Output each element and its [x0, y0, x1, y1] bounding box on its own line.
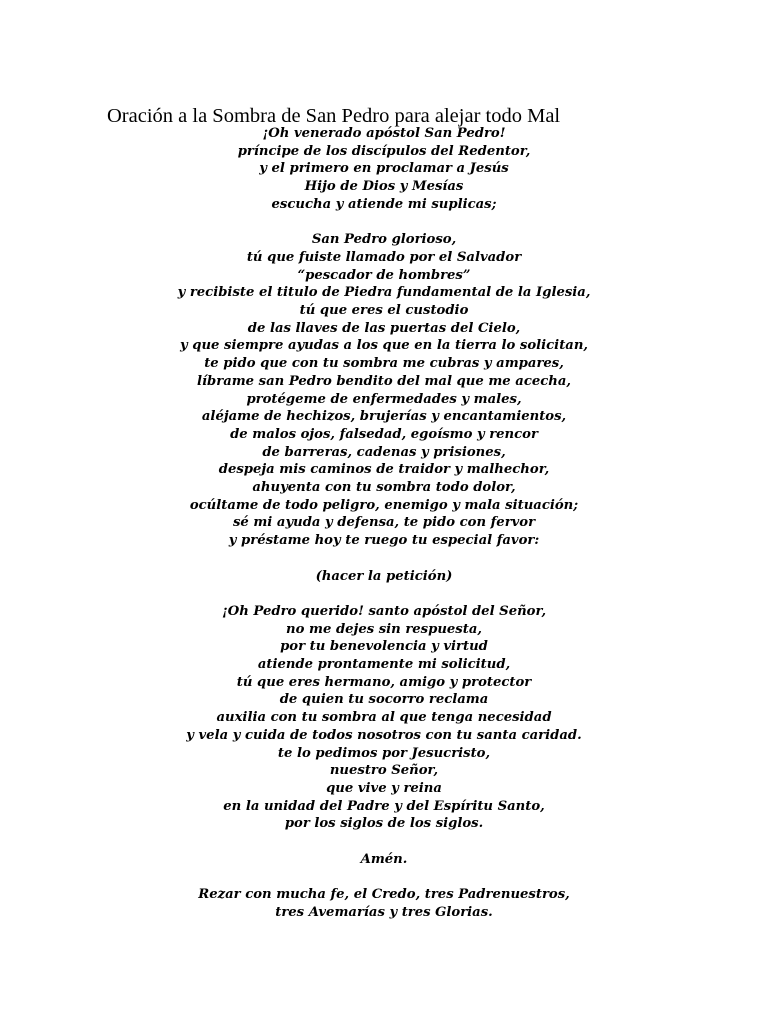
prayer-line: nuestro Señor,	[329, 763, 439, 779]
prayer-line: en la unidad del Padre y del Espíritu Santo,	[223, 798, 545, 814]
stanza-petition	[0, 231, 768, 550]
prayer-line: líbrame san Pedro bendito del mal que me acecha,	[197, 373, 571, 389]
prayer-line: escucha y atiende mi suplicas;	[271, 196, 497, 212]
prayer-line: ¡Oh venerado apóstol San Pedro!	[262, 126, 506, 141]
stanza-request-note	[0, 568, 768, 586]
prayer-line: Amén.	[360, 851, 408, 867]
prayer-line: ¡Oh Pedro querido! santo apóstol del Señor,	[221, 603, 547, 619]
prayer-line: Hijo de Dios y Mesías	[304, 179, 464, 195]
prayer-line: sé mi ayuda y defensa, te pido con fervor	[232, 515, 536, 531]
prayer-line: y el primero en proclamar a Jesús	[259, 161, 509, 177]
prayer-line: despeja mis caminos de traidor y malhechor,	[218, 462, 550, 478]
document-title: Oración a la Sombra de San Pedro para alejar todo Mal	[107, 105, 561, 127]
prayer-line: aléjame de hechizos, brujerías y encantamientos,	[201, 409, 567, 425]
stanza-invocation	[0, 125, 768, 214]
prayer-line: protégeme de enfermedades y males,	[246, 391, 522, 407]
stanza-closing	[0, 603, 768, 833]
prayer-line: y vela y cuida de todos nosotros con tu santa caridad.	[186, 727, 582, 743]
prayer-line: por tu benevolencia y virtud	[280, 639, 488, 655]
prayer-line: príncipe de los discípulos del Redentor,	[237, 143, 531, 159]
prayer-line: de malos ojos, falsedad, egoísmo y rencor	[230, 426, 538, 442]
prayer-line: de barreras, cadenas y prisiones,	[262, 444, 506, 460]
prayer-line: auxilia con tu sombra al que tenga necesidad	[216, 710, 552, 726]
prayer-line: que vive y reina	[326, 780, 442, 796]
prayer-line: ocúltame de todo peligro, enemigo y mala situación;	[189, 497, 579, 513]
prayer-line: tres Avemarías y tres Glorias.	[275, 904, 493, 920]
prayer-line: por los siglos de los siglos.	[284, 816, 484, 832]
prayer-line: de las llaves de las puertas del Cielo,	[247, 320, 521, 336]
prayer-line: tú que fuiste llamado por el Salvador	[246, 249, 522, 265]
stanza-amen	[0, 851, 768, 869]
prayer-line: San Pedro glorioso,	[311, 232, 457, 248]
prayer-line: de quien tu socorro reclama	[279, 692, 489, 708]
prayer-text	[0, 125, 768, 939]
prayer-line: (hacer la petición)	[315, 568, 453, 584]
prayer-line: “pescador de hombres”	[297, 267, 471, 283]
prayer-line: ahuyenta con tu sombra todo dolor,	[252, 480, 516, 496]
stanza-instructions	[0, 886, 768, 921]
prayer-line: y recibiste el titulo de Piedra fundamental de la Iglesia,	[177, 285, 591, 301]
prayer-line: no me dejes sin respuesta,	[286, 621, 482, 637]
prayer-line: Rezar con mucha fe, el Credo, tres Padrenuestros,	[198, 887, 570, 903]
prayer-line: tú que eres el custodio	[299, 303, 469, 319]
prayer-line: y que siempre ayudas a los que en la tierra lo solicitan,	[179, 338, 589, 354]
prayer-line: te pido que con tu sombra me cubras y ampares,	[204, 356, 564, 372]
prayer-line: te lo pedimos por Jesucristo,	[277, 745, 491, 761]
prayer-line: tú que eres hermano, amigo y protector	[236, 674, 532, 690]
prayer-line: atiende prontamente mi solicitud,	[257, 657, 511, 673]
prayer-line: y préstame hoy te ruego tu especial favor:	[228, 533, 540, 549]
